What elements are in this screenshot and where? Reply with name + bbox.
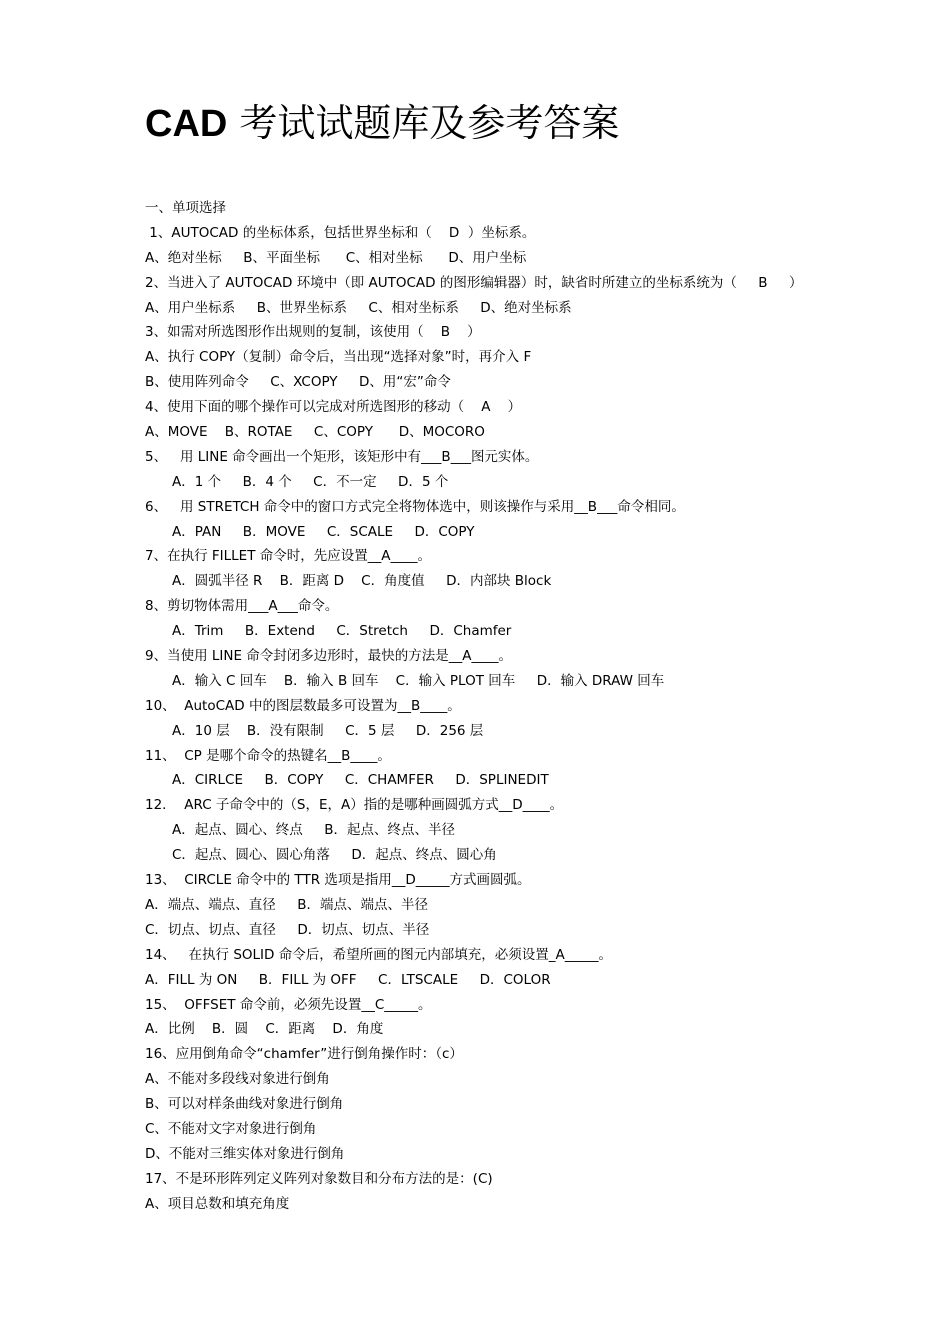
text-line: A．10 层 B．没有限制 C．5 层 D．256 层 [172,722,484,739]
text-line: A．FILL 为 ON B．FILL 为 OFF C．LTSCALE D．COLOR [145,971,551,988]
text-line: A、不能对多段线对象进行倒角 [145,1071,330,1088]
text-line: A．输入 C 回车 B．输入 B 回车 C．输入 PLOT 回车 D．输入 DRAW 回车 [172,672,665,689]
text-line: 17、不是环形阵列定义阵列对象数目和分布方法的是：(C) [145,1170,493,1187]
text-line: 15、 OFFSET 命令前，必须先设置__C_____。 [145,996,432,1013]
text-line: C．起点、圆心、圆心角落 D．起点、终点、圆心角 [172,847,497,864]
text-line: 3、如需对所选图形作出规则的复制，该使用（ B ） [145,324,481,341]
document-title [145,96,619,151]
text-line: A．PAN B．MOVE C．SCALE D．COPY [172,523,475,540]
text-line: 11、 CP 是哪个命令的热键名__B____。 [145,747,391,764]
text-line: 10、 AutoCAD 中的图层数最多可设置为__B____。 [145,697,461,714]
text-line: A．CIRLCE B．COPY C．CHAMFER D．SPLINEDIT [172,772,549,789]
text-line: A、项目总数和填充角度 [145,1195,290,1212]
text-line: 6、 用 STRETCH 命令中的窗口方式完全将物体选中，则该操作与采用__B___命令相同。 [145,498,685,515]
text-line: B、可以对样条曲线对象进行倒角 [145,1096,344,1113]
text-line: A、绝对坐标 B、平面坐标 C、相对坐标 D、用户坐标 [145,249,527,266]
text-line: 1、AUTOCAD 的坐标体系，包括世界坐标和（ D ）坐标系。 [145,224,536,241]
text-line: 8、剪切物体需用___A___命令。 [145,598,339,615]
text-line: 2、当进入了 AUTOCAD 环境中（即 AUTOCAD 的图形编辑器）时，缺省时所建立的坐标系统为（ B ） [145,274,803,291]
text-line: A、用户坐标系 B、世界坐标系 C、相对坐标系 D、绝对坐标系 [145,299,572,316]
text-line: A．比例 B．圆 C．距离 D．角度 [145,1021,384,1038]
text-line: 5、 用 LINE 命令画出一个矩形，该矩形中有___B___图元实体。 [145,448,539,465]
text-line: 4、使用下面的哪个操作可以完成对所选图形的移动（ A ） [145,399,522,416]
question-list [145,196,935,1217]
text-line: 14、 在执行 SOLID 命令后，希望所画的图元内部填充，必须设置_A_____。 [145,946,612,963]
text-line: B、使用阵列命令 C、XCOPY D、用“宏”命令 [145,374,451,391]
text-line: A．圆弧半径 R B．距离 D C．角度值 D．内部块 Block [172,573,552,590]
document-title-text: 考试试题库及参考答案 [227,101,620,145]
text-line: 7、在执行 FILLET 命令时，先应设置__A____。 [145,548,431,565]
text-line: A．端点、端点、直径 B．端点、端点、半径 [145,896,428,913]
text-line: A．起点、圆心、终点 B．起点、终点、半径 [172,822,455,839]
text-line: A．Trim B．Extend C．Stretch D．Chamfer [172,623,512,640]
document-title-latin: CAD [145,103,228,145]
text-line: 一、单项选择 [145,200,226,216]
text-line: 16、应用倒角命令“chamfer”进行倒角操作时：（c） [145,1046,463,1063]
text-line: 9、当使用 LINE 命令封闭多边形时，最快的方法是__A____。 [145,648,513,665]
text-line: 12． ARC 子命令中的（S，E，A）指的是哪种画圆弧方式__D____。 [145,797,564,814]
text-line: A、MOVE B、ROTAE C、COPY D、MOCORO [145,424,485,441]
text-line: 13、 CIRCLE 命令中的 TTR 选项是指用__D_____方式画圆弧。 [145,872,531,889]
text-line: C．切点、切点、直径 D．切点、切点、半径 [145,921,430,938]
text-line: A．1 个 B．4 个 C．不一定 D．5 个 [172,473,449,490]
text-line: C、不能对文字对象进行倒角 [145,1120,317,1137]
text-line: D、不能对三维实体对象进行倒角 [145,1145,345,1162]
text-line: A、执行 COPY（复制）命令后，当出现“选择对象”时，再介入 F [145,349,532,366]
